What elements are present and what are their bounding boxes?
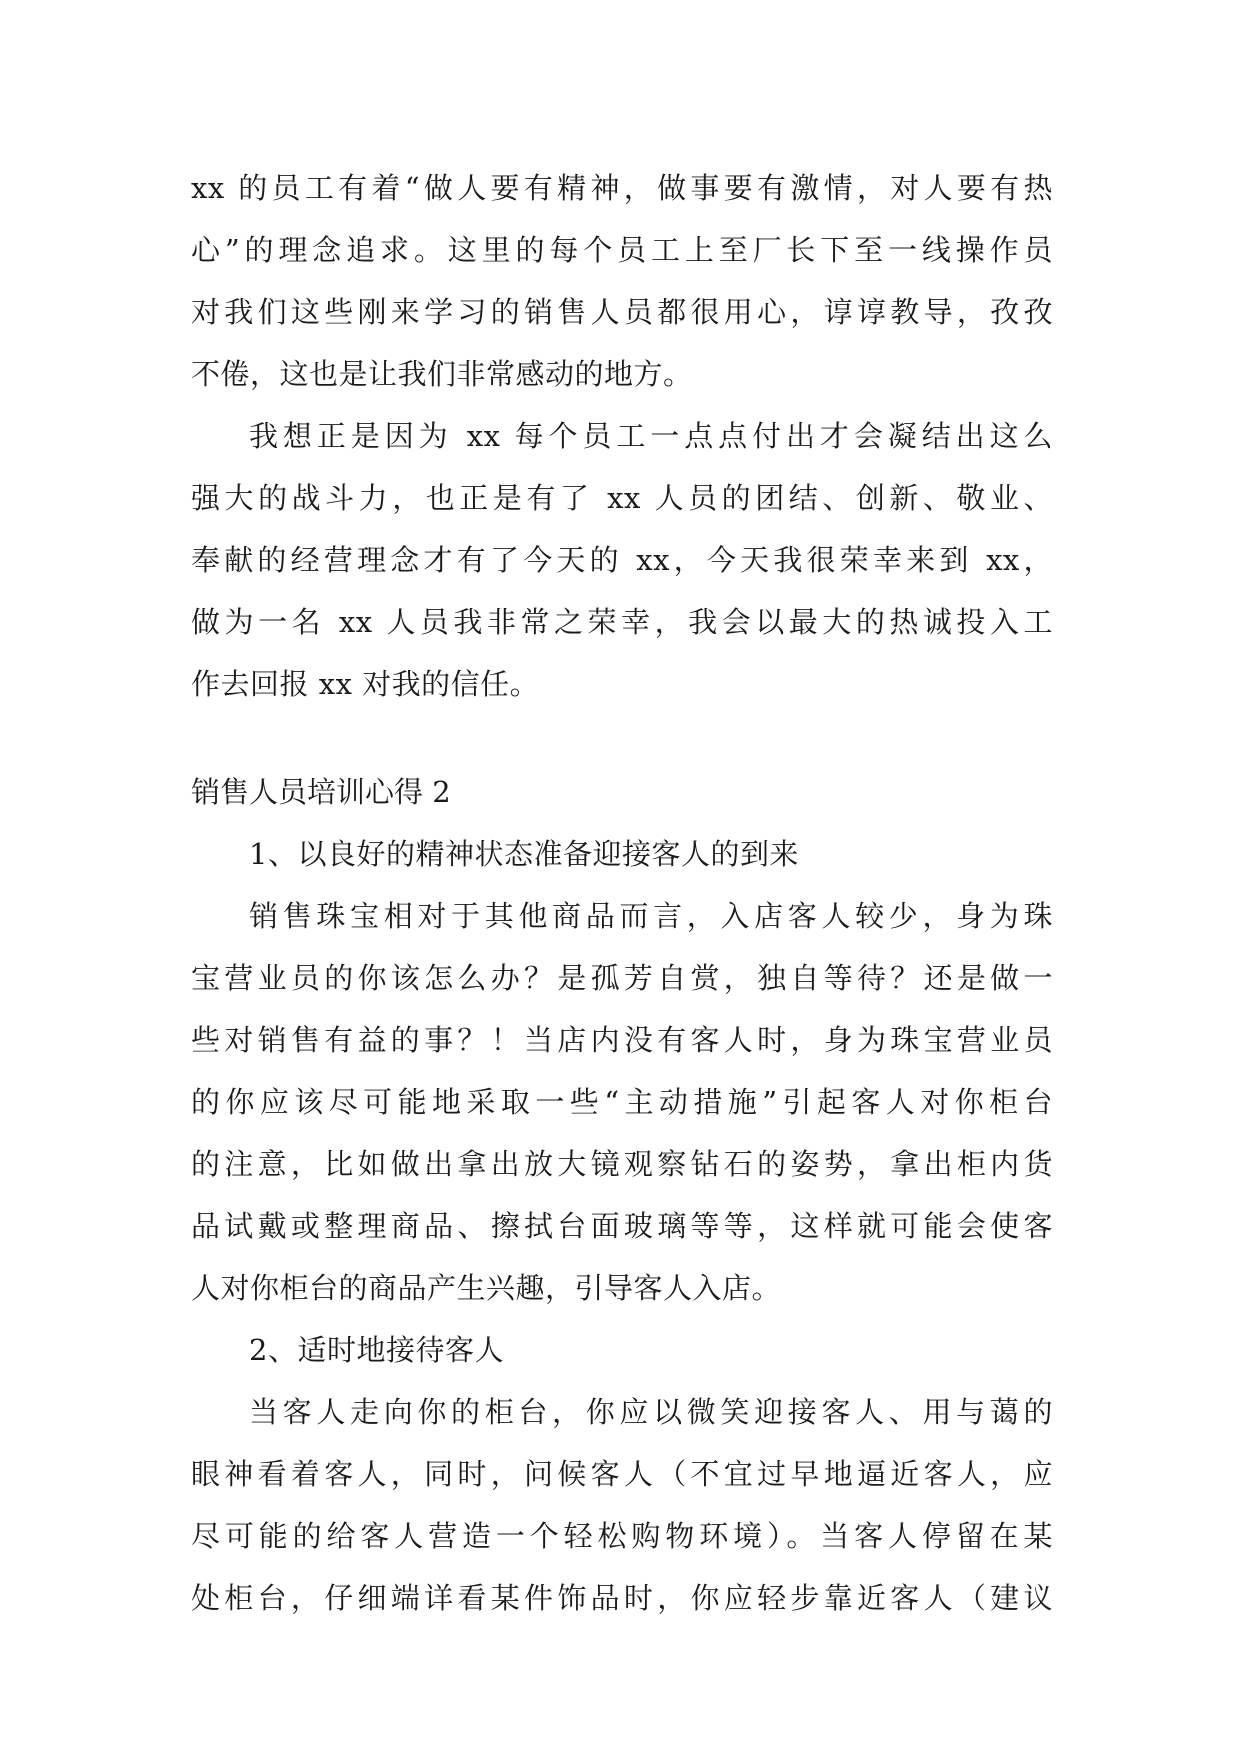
text-line: 销售珠宝相对于其他商品而言，入店客人较少，身为珠 (249, 899, 1053, 933)
text-line: 我想正是因为 xx 每个员工一点点付出才会凝结出这么 (249, 419, 1053, 453)
text-line: 处柜台，仔细端详看某件饰品时，你应轻步靠近客人（建议 (191, 1581, 1053, 1615)
text-line: 做为一名 xx 人员我非常之荣幸，我会以最大的热诚投入工 (191, 605, 1053, 639)
text-line: 尽可能的给客人营造一个轻松购物环境）。当客人停留在某 (191, 1519, 1053, 1553)
paragraph (191, 1381, 1053, 1629)
item-title: 2、适时地接待客人 (249, 1333, 504, 1367)
paragraph (191, 885, 1053, 1319)
text-line: 奉献的经营理念才有了今天的 xx，今天我很荣幸来到 xx， (191, 543, 1053, 577)
text-line: 品试戴或整理商品、擦拭台面玻璃等等，这样就可能会使客 (191, 1209, 1053, 1243)
text-line: 强大的战斗力，也正是有了 xx 人员的团结、创新、敬业、 (191, 481, 1053, 515)
text-line: 的注意，比如做出拿出放大镜观察钻石的姿势，拿出柜内货 (191, 1147, 1053, 1181)
text-line: 作去回报 xx 对我的信任。 (191, 667, 540, 701)
item-title: 1、以良好的精神状态准备迎接客人的到来 (249, 837, 799, 871)
document-page (191, 157, 1053, 1629)
paragraph (191, 157, 1053, 405)
text-line: 人对你柜台的商品产生兴趣，引导客人入店。 (191, 1271, 782, 1305)
text-line: xx 的员工有着“做人要有精神，做事要有激情，对人要有热 (191, 171, 1053, 205)
text-line: 宝营业员的你该怎么办？是孤芳自赏，独自等待？还是做一 (191, 961, 1053, 995)
text-line: 不倦，这也是让我们非常感动的地方。 (191, 357, 693, 391)
section-heading: 销售人员培训心得 2 (191, 775, 451, 809)
text-line: 的你应该尽可能地采取一些“主动措施”引起客人对你柜台 (191, 1085, 1053, 1119)
text-line: 眼神看着客人，同时，问候客人（不宜过早地逼近客人，应 (191, 1457, 1053, 1491)
paragraph (191, 823, 1053, 885)
text-line: 心”的理念追求。这里的每个员工上至厂长下至一线操作员 (191, 233, 1053, 267)
paragraph (191, 1319, 1053, 1381)
text-line: 些对销售有益的事？！当店内没有客人时，身为珠宝营业员 (191, 1023, 1053, 1057)
paragraph (191, 405, 1053, 715)
text-line: 对我们这些刚来学习的销售人员都很用心，谆谆教导，孜孜 (191, 295, 1053, 329)
text-line: 当客人走向你的柜台，你应以微笑迎接客人、用与蔼的 (249, 1395, 1053, 1429)
